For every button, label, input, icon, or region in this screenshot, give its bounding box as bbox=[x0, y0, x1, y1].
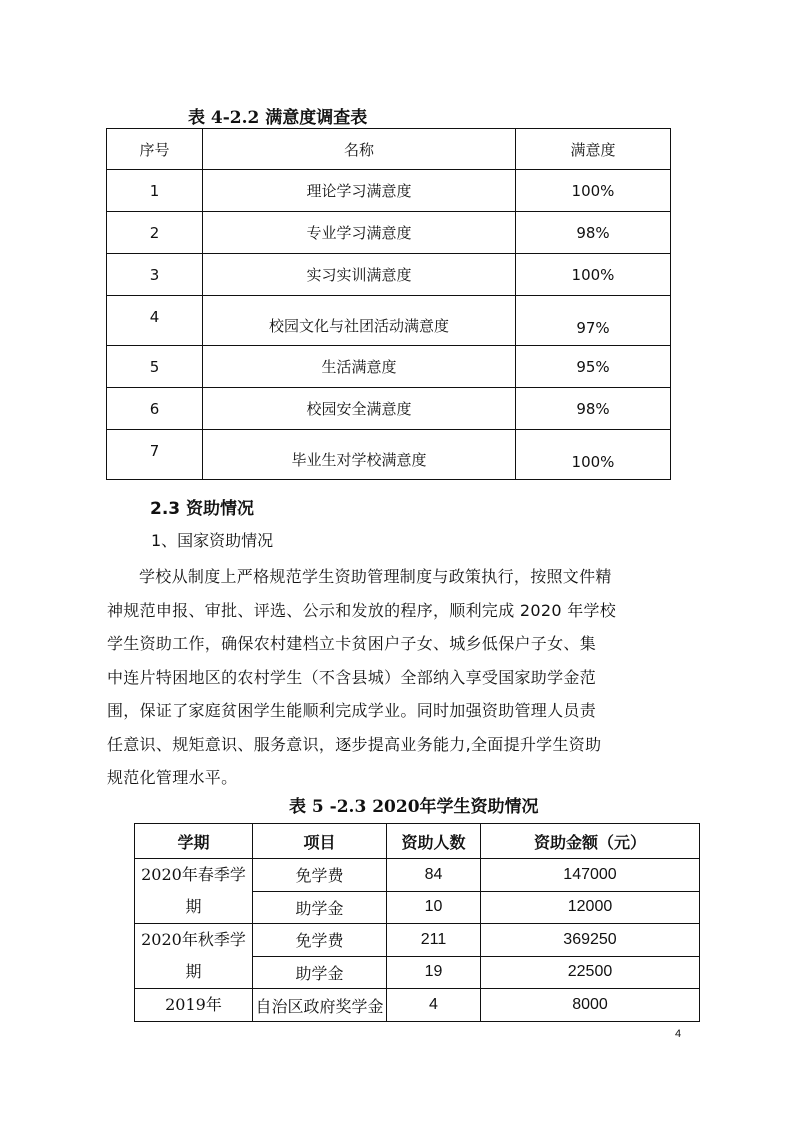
table-row bbox=[135, 989, 700, 1022]
row-pct: 98% bbox=[516, 388, 671, 430]
item-cell: 助学金 bbox=[253, 891, 387, 924]
paragraph-line: 神规范申报、审批、评选、公示和发放的程序，顺利完成 2020 年学校 bbox=[107, 600, 617, 620]
table-row bbox=[107, 212, 671, 254]
satisfaction-table bbox=[106, 128, 671, 480]
count-cell: 84 bbox=[387, 859, 481, 892]
paragraph-line: 规范化管理水平。 bbox=[107, 768, 238, 787]
row-no: 7 bbox=[107, 430, 203, 480]
amount-cell: 369250 bbox=[481, 924, 700, 957]
amount-cell: 12000 bbox=[481, 891, 700, 924]
table-row bbox=[107, 346, 671, 388]
table-row bbox=[107, 254, 671, 296]
row-no: 6 bbox=[107, 388, 203, 430]
row-no: 1 bbox=[107, 170, 203, 212]
row-name: 理论学习满意度 bbox=[203, 170, 516, 212]
table-row bbox=[107, 430, 671, 480]
row-pct: 95% bbox=[516, 346, 671, 388]
row-name: 专业学习满意度 bbox=[203, 212, 516, 254]
row-no: 3 bbox=[107, 254, 203, 296]
paragraph-line: 学校从制度上严格规范学生资助管理制度与政策执行，按照文件精 bbox=[139, 567, 612, 586]
table-header-row bbox=[135, 824, 700, 859]
paragraph-line: 围，保证了家庭贫困学生能顺利完成学业。同时加强资助管理人员责 bbox=[107, 701, 597, 720]
table-row bbox=[135, 924, 700, 957]
section-subheading: 1、国家资助情况 bbox=[151, 531, 274, 550]
row-pct: 100% bbox=[516, 430, 671, 480]
table-header-row bbox=[107, 129, 671, 170]
funding-table bbox=[134, 823, 700, 1022]
row-name: 毕业生对学校满意度 bbox=[203, 430, 516, 480]
semester-cell: 2020年秋季学期 bbox=[135, 924, 253, 989]
row-pct: 100% bbox=[516, 170, 671, 212]
item-cell: 自治区政府奖学金 bbox=[253, 989, 387, 1022]
count-cell: 211 bbox=[387, 924, 481, 957]
header-count: 资助人数 bbox=[387, 824, 481, 859]
paragraph-line: 中连片特困地区的农村学生（不含县城）全部纳入享受国家助学金范 bbox=[107, 667, 597, 687]
page-number: 4 bbox=[675, 1028, 682, 1040]
paragraph-line: 任意识、规矩意识、服务意识，逐步提高业务能力,全面提升学生资助 bbox=[107, 734, 602, 754]
row-no: 4 bbox=[107, 296, 203, 346]
item-cell: 免学费 bbox=[253, 924, 387, 957]
header-satisfaction: 满意度 bbox=[516, 129, 671, 170]
section-heading: 2.3 资助情况 bbox=[150, 499, 255, 519]
paragraph-line: 学生资助工作，确保农村建档立卡贫困户子女、城乡低保户子女、集 bbox=[107, 634, 597, 653]
count-cell: 10 bbox=[387, 891, 481, 924]
count-cell: 4 bbox=[387, 989, 481, 1022]
count-cell: 19 bbox=[387, 956, 481, 989]
body-paragraph bbox=[107, 560, 691, 795]
row-no: 2 bbox=[107, 212, 203, 254]
row-pct: 97% bbox=[516, 296, 671, 346]
table-row bbox=[135, 859, 700, 892]
header-no: 序号 bbox=[107, 129, 203, 170]
header-semester: 学期 bbox=[135, 824, 253, 859]
semester-cell: 2019年 bbox=[135, 989, 253, 1022]
table-row bbox=[107, 296, 671, 346]
semester-cell: 2020年春季学期 bbox=[135, 859, 253, 924]
row-pct: 98% bbox=[516, 212, 671, 254]
table2-caption: 表 5 -2.3 2020年学生资助情况 bbox=[289, 797, 539, 817]
table-row bbox=[107, 170, 671, 212]
header-item: 项目 bbox=[253, 824, 387, 859]
row-name: 校园文化与社团活动满意度 bbox=[203, 296, 516, 346]
amount-cell: 147000 bbox=[481, 859, 700, 892]
table-row bbox=[107, 388, 671, 430]
table1-caption: 表 4-2.2 满意度调查表 bbox=[188, 108, 368, 128]
row-name: 生活满意度 bbox=[203, 346, 516, 388]
header-name: 名称 bbox=[203, 129, 516, 170]
row-name: 校园安全满意度 bbox=[203, 388, 516, 430]
amount-cell: 22500 bbox=[481, 956, 700, 989]
row-no: 5 bbox=[107, 346, 203, 388]
item-cell: 免学费 bbox=[253, 859, 387, 892]
amount-cell: 8000 bbox=[481, 989, 700, 1022]
row-name: 实习实训满意度 bbox=[203, 254, 516, 296]
item-cell: 助学金 bbox=[253, 956, 387, 989]
header-amount: 资助金额（元） bbox=[481, 824, 700, 859]
row-pct: 100% bbox=[516, 254, 671, 296]
